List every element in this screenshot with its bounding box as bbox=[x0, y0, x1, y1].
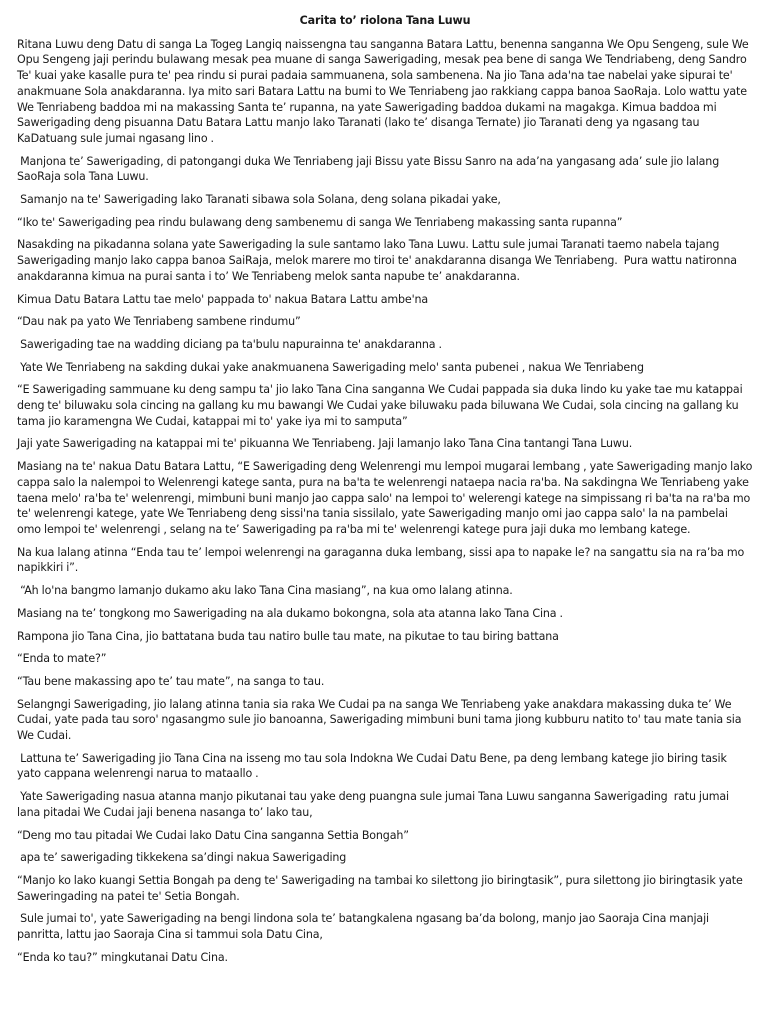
paragraph: apa te’ sawerigading tikkekena sa’dingi nakua Sawerigading bbox=[17, 851, 347, 865]
paragraph: Masiang na te' nakua Datu Batara Lattu, “E Sawerigading deng Welenrengi mu lempoi mugarai lembang , yate Sawerigading manjo lako cappa salo la nalempoi to Welenrengi katege santa, pura na ba'ta te welenrengi nataepa nacia ra'ba. Na sakdingna We Tenriabeng yake taena melo' ra'ba te' welenrengi, mimbuni buni manjo jao cappa salo' na lempoi to' welerengi katege na simpissang ri ba'ta na ra'ba mo te' welenrengi katege, yate We Tenriabeng deng sissi'na tania sissilalo, yate Sawerigading manjo omi jao cappa salo' la na pambelai omo lempoi te' welenrengi , selang na te’ Sawerigading pa ra'ba mi te' welenrengi katege pura jaji duka mo lembang katege. bbox=[17, 460, 756, 536]
paragraph: “Dau nak pa yato We Tenriabeng sambene rindumu” bbox=[17, 315, 301, 329]
document-title: Carita to’ riolona Tana Luwu bbox=[299, 14, 471, 27]
paragraph: “Manjo ko lako kuangi Settia Bongah pa deng te' Sawerigading na tambai ko silettong jio biringtasik”, pura silettong jio biringtasik yate Saweringading na patei te' Setia Bongah. bbox=[17, 873, 746, 903]
paragraph: Selangngi Sawerigading, jio lalang atinna tania sia raka We Cudai pa na sanga We Tenriabeng yake anakdara makassing duka te’ We Cudai, yate pada tau soro' ngasangmo sule jio banoanna, Sawerigading mimbuni buni tama jiong kubburu natito to' tau mate tania sia We Cudai. bbox=[17, 697, 745, 743]
paragraph: Ritana Luwu deng Datu di sanga La Togeg Langiq naissengna tau sanganna Batara Lattu, benenna sanganna We Opu Sengeng, sule We Opu Sengeng jaji perindu bulawang mesak pea muane di sanga Sawerigading, mesak pea bene di sanga We Tendriabeng, deng Sandro Te' kuai yake kasalle pura te' pea rindu si purai padaia sammuanena, sola sambenena. Na jio Tana ada'na tae nabelai yake sipurai te' anakmuane Sola anakdaranna. Iya mito sari Batara Lattu na bumi to We Tenriabeng jao rakkiang cappa banoa SaoRaja. Lolo wattu yate We Tenriabeng baddoa mi na makassing Santa te’ rupanna, na yate Sawerigading baddoa dukami na magakga. Kimua baddoa mi Sawerigading deng pisuanna Datu Batara Lattu manjo lako Taranati (lako te’ disanga Ternate) jio Taranati deng ya ngasang tau KaDatuang sule jumai ngasang lino . bbox=[17, 37, 752, 145]
paragraph: Na kua lalang atinna “Enda tau te’ lempoi welenrengi na garaganna duka lembang, sissi apa to napake le? na sangattu sia na ra’ba mo napikkiri i”. bbox=[17, 545, 748, 575]
paragraph: Lattuna te’ Sawerigading jio Tana Cina na isseng mo tau sola Indokna We Cudai Datu Bene, pa deng lembang katege jio biring tasik yato cappana welenrengi narua to mataallo . bbox=[17, 751, 730, 781]
paragraph: “E Sawerigading sammuane ku deng sampu ta' jio lako Tana Cina sanganna We Cudai pappada sia duka lindo ku yake tae mu katappai deng te' biluwaku sola cincing na gallang ku mu bawangi We Cudai yake biluwaku pada biluwana We Cudai, sola cincing na gallang ku tama jio karamengna We Cudai, katappai mi to' yake iya mi to samputa” bbox=[17, 383, 746, 428]
paragraph: Jaji yate Sawerigading na katappai mi te' pikuanna We Tenriabeng. Jaji lamanjo lako Tana Cina tantangi Tana Luwu. bbox=[17, 437, 633, 451]
paragraph: Yate We Tenriabeng na sakding dukai yake anakmuanena Sawerigading melo' santa pubenei , nakua We Tenriabeng bbox=[17, 360, 644, 374]
paragraph: Manjona te’ Sawerigading, di patongangi duka We Tenriabeng jaji Bissu yate Bissu Sanro na ada’na yangasang ada’ sule jio lalang SaoRaja sola Tana Luwu. bbox=[17, 154, 723, 184]
paragraph: Samanjo na te' Sawerigading lako Taranati sibawa sola Solana, deng solana pikadai yake, bbox=[17, 193, 501, 207]
paragraph: Yate Sawerigading nasua atanna manjo pikutanai tau yake deng puangna sule jumai Tana Luwu sanganna Sawerigading ratu jumai lana pitadai We Cudai jaji benena nasanga to’ lako tau, bbox=[17, 790, 733, 819]
paragraph: “Tau bene makassing apo te’ tau mate”, na sanga to tau. bbox=[17, 674, 325, 688]
paragraph: Nasakding na pikadanna solana yate Sawerigading la sule santamo lako Tana Luwu. Lattu sule jumai Taranati taemo nabela tajang Sawerigading manjo lako cappa banoa SaiRaja, melok marere mo tiroi te' anakdaranna disanga We Tenriabeng. Pura wattu natironna anakdaranna kimua na purai santa i to’ We Tenriabeng melok santa napube te’ anakdaranna. bbox=[17, 238, 741, 283]
paragraph: Sule jumai to', yate Sawerigading na bengi lindona sola te’ batangkalena ngasang ba’da bolong, manjo jao Saoraja Cina manjaji panritta, lattu jao Saoraja Cina si tammui sola Datu Cina, bbox=[17, 912, 713, 942]
document-body bbox=[17, 37, 756, 966]
document-page bbox=[17, 13, 756, 972]
paragraph: Rampona jio Tana Cina, jio battatana buda tau natiro bulle tau mate, na pikutae to tau biring battana bbox=[17, 629, 559, 643]
paragraph: Kimua Datu Batara Lattu tae melo' pappada to' nakua Batara Lattu ambe'na bbox=[17, 292, 429, 306]
paragraph: “Deng mo tau pitadai We Cudai lako Datu Cina sanganna Settia Bongah” bbox=[17, 828, 409, 842]
paragraph: “Ah lo'na bangmo lamanjo dukamo aku lako Tana Cina masiang”, na kua omo lalang atinna. bbox=[17, 584, 513, 598]
paragraph: Masiang na te’ tongkong mo Sawerigading na ala dukamo bokongna, sola ata atanna lako Tana Cina . bbox=[17, 606, 563, 620]
paragraph: “Iko te' Sawerigading pea rindu bulawang deng sambenemu di sanga We Tenriabeng makassing santa rupanna” bbox=[17, 215, 623, 229]
paragraph: “Enda ko tau?” mingkutanai Datu Cina. bbox=[17, 950, 228, 964]
paragraph: Sawerigading tae na wadding diciang pa ta'bulu napurainna te' anakdaranna . bbox=[17, 337, 442, 351]
paragraph: “Enda to mate?” bbox=[17, 652, 107, 666]
